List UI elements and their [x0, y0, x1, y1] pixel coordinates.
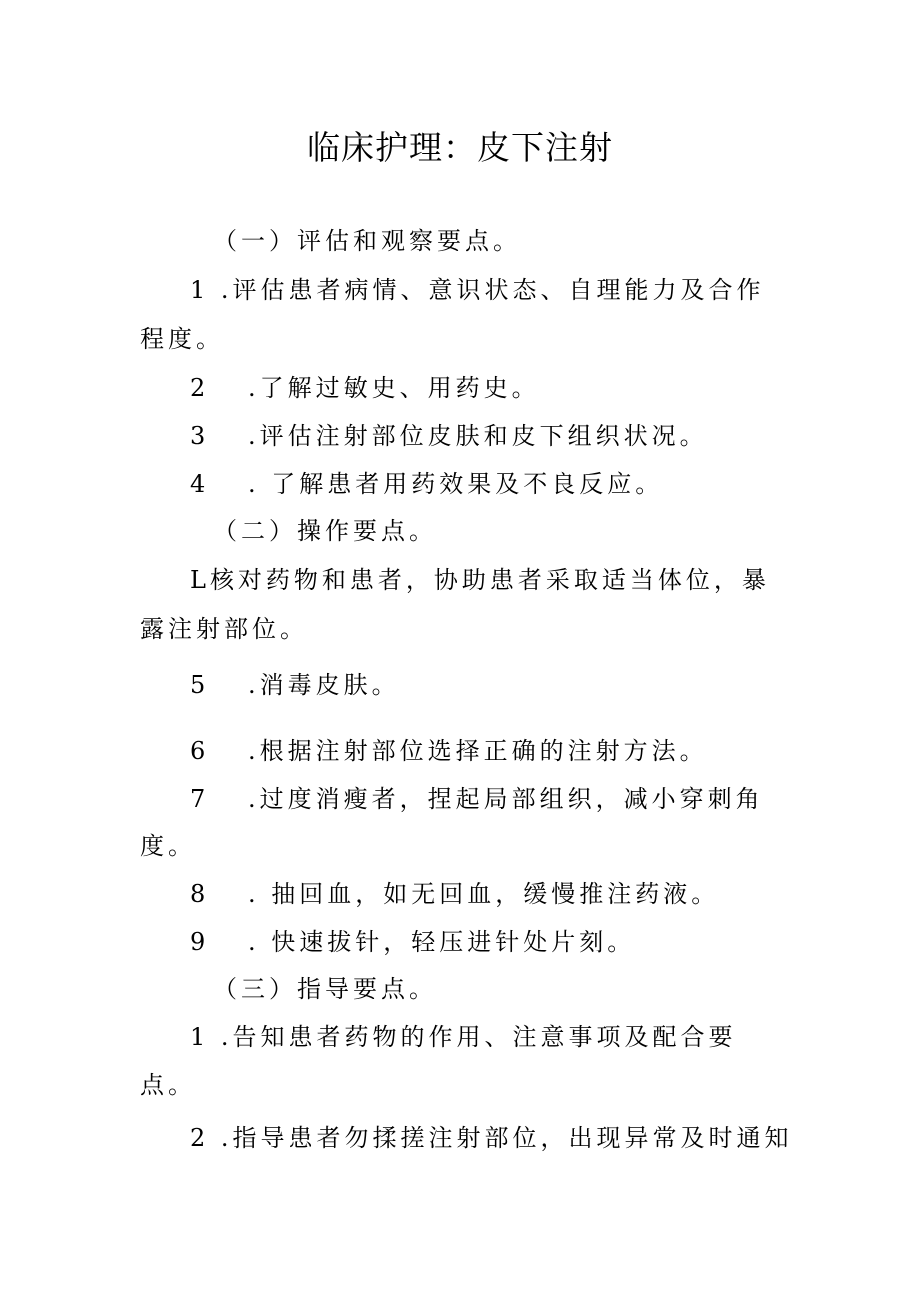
section-heading-guidance: （三）指导要点。: [213, 975, 437, 1003]
list-item-number: 9: [190, 928, 206, 956]
list-item: [190, 734, 708, 768]
list-item: [190, 668, 400, 702]
list-item-text: .评估注射部位皮肤和皮下组织状况。: [248, 422, 708, 450]
list-item-number: 4: [190, 470, 206, 498]
paragraph-line: 程度。: [140, 325, 224, 353]
document-title: 临床护理：皮下注射: [307, 128, 613, 167]
paragraph-line: 1 .评估患者病情、意识状态、自理能力及合作: [190, 276, 765, 304]
paragraph-line: 1 .告知患者药物的作用、注意事项及配合要: [190, 1023, 737, 1051]
list-item-number: 2: [190, 374, 206, 402]
list-item-text: .根据注射部位选择正确的注射方法。: [248, 737, 708, 765]
list-item: [190, 371, 540, 405]
list-item-text: .了解过敏史、用药史。: [248, 374, 540, 402]
list-item-number: 5: [190, 671, 206, 699]
paragraph-line: 2 .指导患者勿揉搓注射部位，出现异常及时通知: [190, 1124, 793, 1152]
list-item: [190, 877, 719, 911]
list-item-number: 7: [190, 785, 206, 813]
paragraph-line: L核对药物和患者，协助患者采取适当体位，暴: [190, 566, 770, 594]
paragraph-line: 露注射部位。: [140, 615, 308, 643]
section-heading-operation: （二）操作要点。: [213, 517, 437, 545]
paragraph-line: 度。: [140, 832, 196, 860]
list-item-number: 8: [190, 880, 206, 908]
list-item: [190, 419, 708, 453]
list-item-number: 3: [190, 422, 206, 450]
section-heading-assessment: （一）评估和观察要点。: [213, 227, 521, 255]
list-item: [190, 925, 635, 959]
list-item-number: 6: [190, 737, 206, 765]
list-item: [190, 782, 764, 816]
list-item-text: .过度消瘦者，捏起局部组织，减小穿刺角: [248, 785, 764, 813]
list-item-text: .消毒皮肤。: [248, 671, 400, 699]
list-item-text: . 了解患者用药效果及不良反应。: [248, 470, 664, 498]
list-item-text: . 抽回血，如无回血，缓慢推注药液。: [248, 880, 720, 908]
list-item-text: . 快速拔针，轻压进针处片刻。: [248, 928, 636, 956]
list-item: [190, 467, 663, 501]
paragraph-line: 点。: [140, 1071, 196, 1099]
